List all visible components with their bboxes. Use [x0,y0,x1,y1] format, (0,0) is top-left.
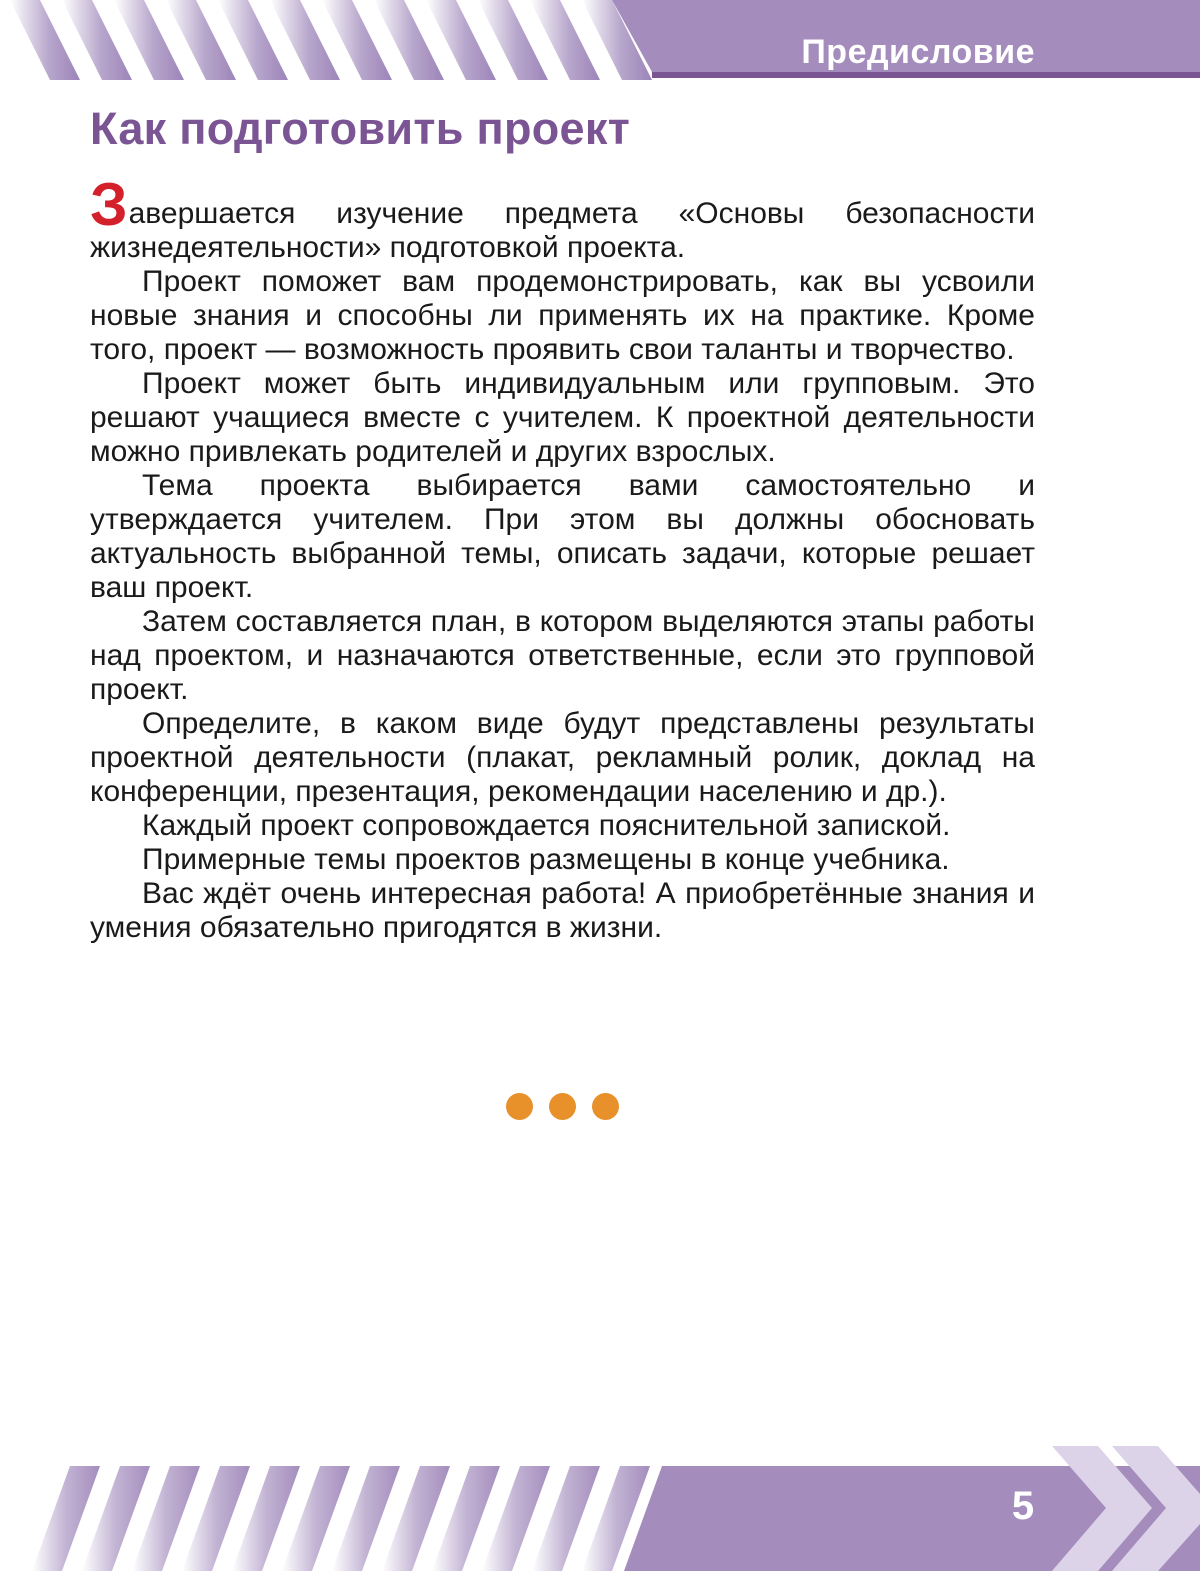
body-text [90,171,1035,945]
page-title: Как подготовить проект [90,103,631,154]
dot-icon [549,1093,576,1120]
paragraph: Вас ждёт очень интересная работа! А приобретённые знания и умения обязательно пригодятся в жизни. [90,877,1035,944]
paragraph: Примерные темы проектов размещены в конце учебника. [142,843,950,876]
header-stripes [10,0,652,80]
paragraph-intro [90,171,1035,265]
drop-cap: З [90,171,128,238]
dot-icon [592,1093,619,1120]
dot-icon [506,1093,533,1120]
paragraph: Каждый проект сопровождается пояснительной запиской. [142,809,951,842]
footer-stripes [32,1466,650,1571]
paragraph-intro-text: авершается изучение предмета «Основы безопасности жизнедеятельности» подготовкой проекта. [90,197,1035,264]
page-number: 5 [1011,1484,1035,1528]
section-label: Предисловие [801,33,1035,71]
paragraph: Проект может быть индивидуальным или групповым. Это решают учащиеся вместе с учителем. К проектной деятельности можно привлекать родителей и других взрослых. [90,367,1035,468]
paragraph: Затем составляется план, в котором выделяются этапы работы над проектом, и назначаются ответственные, если это групповой проект. [90,605,1035,706]
paragraph: Тема проекта выбирается вами самостоятельно и утверждается учителем. При этом вы должны обосновать актуальность выбранной темы, описать задачи, которые решает ваш проект. [90,469,1035,604]
section-end-dots [506,1093,620,1121]
paragraph: Определите, в каком виде будут представлены результаты проектной деятельности (плакат, рекламный ролик, доклад на конференции, презентация, рекомендации населению и др.). [90,707,1035,808]
paragraph: Проект поможет вам продемонстрировать, как вы усвоили новые знания и способны ли применять их на практике. Кроме того, проект — возможность проявить свои таланты и творчество. [90,265,1035,366]
header-underline [652,72,1200,78]
